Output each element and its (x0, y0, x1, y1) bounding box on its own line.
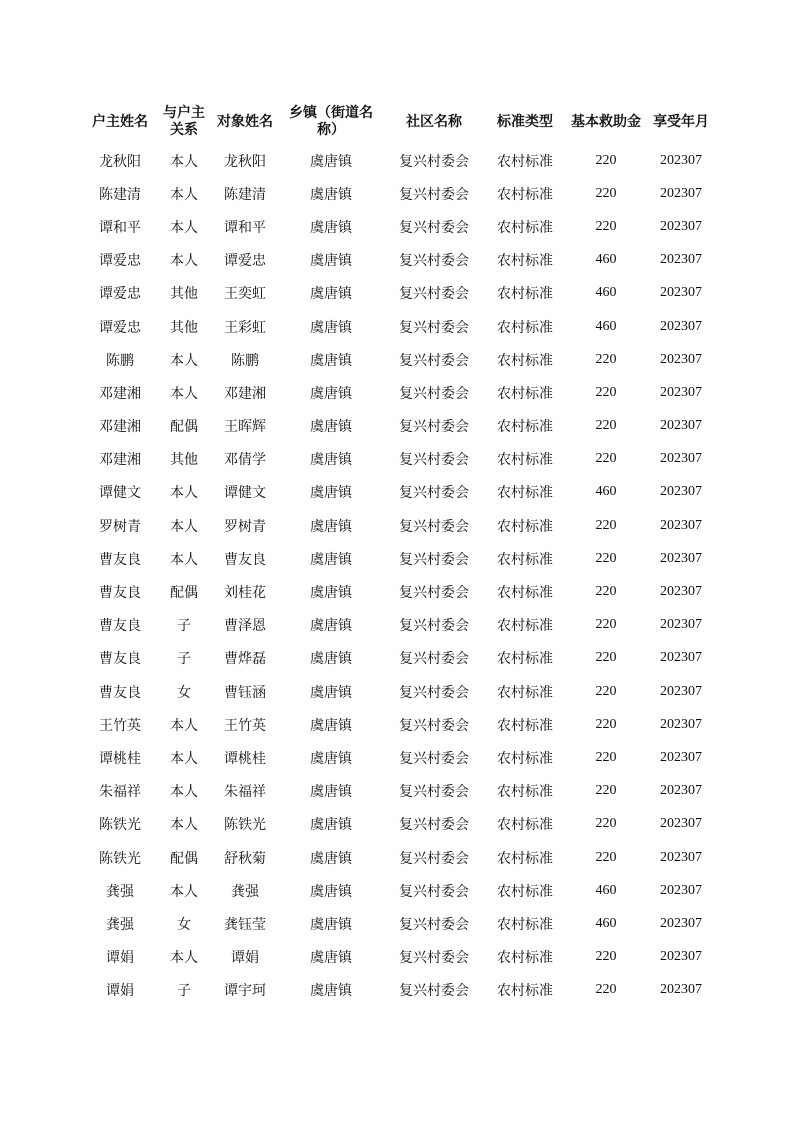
cell-household-name: 朱福祥 (99, 784, 141, 801)
cell-basic-aid: 220 (595, 617, 617, 633)
cell-town: 虞唐镇 (310, 452, 352, 469)
cell-period: 202307 (660, 185, 702, 201)
cell-period: 202307 (660, 351, 702, 367)
cell-period: 202307 (660, 683, 702, 699)
table-row (86, 741, 718, 774)
cell-basic-aid: 460 (595, 915, 617, 931)
table-row (86, 144, 718, 177)
table-row (86, 708, 718, 741)
table-row (86, 410, 718, 443)
table-header-row (86, 100, 718, 144)
cell-relation: 配偶 (170, 585, 198, 602)
cell-subject-name: 曹钰涵 (224, 684, 266, 701)
cell-basic-aid: 460 (595, 882, 617, 898)
cell-town: 虞唐镇 (310, 717, 352, 734)
cell-town: 虞唐镇 (310, 850, 352, 867)
cell-community: 复兴村委会 (399, 319, 469, 336)
cell-town: 虞唐镇 (310, 518, 352, 535)
cell-standard-type: 农村标准 (497, 485, 553, 502)
cell-household-name: 龙秋阳 (99, 153, 141, 170)
cell-basic-aid: 220 (595, 949, 617, 965)
table-row (86, 376, 718, 409)
cell-standard-type: 农村标准 (497, 186, 553, 203)
cell-community: 复兴村委会 (399, 983, 469, 1000)
cell-subject-name: 陈建清 (224, 186, 266, 203)
cell-town: 虞唐镇 (310, 618, 352, 635)
cell-period: 202307 (660, 517, 702, 533)
cell-standard-type: 农村标准 (497, 219, 553, 236)
cell-basic-aid: 460 (595, 285, 617, 301)
cell-basic-aid: 220 (595, 418, 617, 434)
cell-subject-name: 陈铁光 (224, 817, 266, 834)
cell-household-name: 曹友良 (99, 618, 141, 635)
cell-basic-aid: 220 (595, 152, 617, 168)
cell-household-name: 邓建湘 (99, 452, 141, 469)
cell-household-name: 谭娟 (106, 983, 134, 1000)
cell-household-name: 邓建湘 (99, 385, 141, 402)
cell-household-name: 谭爱忠 (99, 319, 141, 336)
cell-basic-aid: 460 (595, 252, 617, 268)
cell-subject-name: 邓倩学 (224, 452, 266, 469)
table-row (86, 177, 718, 210)
table-row (86, 775, 718, 808)
table-row (86, 941, 718, 974)
cell-relation: 子 (177, 651, 191, 668)
cell-period: 202307 (660, 550, 702, 566)
cell-subject-name: 王晖辉 (224, 419, 266, 436)
cell-standard-type: 农村标准 (497, 651, 553, 668)
cell-town: 虞唐镇 (310, 883, 352, 900)
cell-relation: 子 (177, 618, 191, 635)
cell-period: 202307 (660, 418, 702, 434)
header-relation-line2: 关系 (170, 122, 198, 138)
cell-town: 虞唐镇 (310, 253, 352, 270)
cell-household-name: 龚强 (106, 883, 134, 900)
cell-standard-type: 农村标准 (497, 717, 553, 734)
cell-relation: 本人 (170, 551, 198, 568)
cell-period: 202307 (660, 716, 702, 732)
table-row (86, 675, 718, 708)
table-row (86, 542, 718, 575)
cell-relation: 本人 (170, 784, 198, 801)
cell-standard-type: 农村标准 (497, 452, 553, 469)
cell-period: 202307 (660, 849, 702, 865)
cell-subject-name: 曹泽恩 (224, 618, 266, 635)
cell-subject-name: 舒秋菊 (224, 850, 266, 867)
cell-basic-aid: 460 (595, 318, 617, 334)
cell-standard-type: 农村标准 (497, 352, 553, 369)
cell-relation: 其他 (170, 286, 198, 303)
cell-basic-aid: 220 (595, 849, 617, 865)
cell-subject-name: 邓建湘 (224, 385, 266, 402)
cell-standard-type: 农村标准 (497, 153, 553, 170)
cell-basic-aid: 220 (595, 783, 617, 799)
cell-standard-type: 农村标准 (497, 883, 553, 900)
cell-community: 复兴村委会 (399, 585, 469, 602)
table-row (86, 907, 718, 940)
cell-subject-name: 王奕虹 (224, 286, 266, 303)
cell-town: 虞唐镇 (310, 651, 352, 668)
cell-basic-aid: 220 (595, 351, 617, 367)
cell-standard-type: 农村标准 (497, 286, 553, 303)
cell-household-name: 谭爱忠 (99, 286, 141, 303)
cell-period: 202307 (660, 285, 702, 301)
cell-relation: 本人 (170, 219, 198, 236)
cell-subject-name: 曹烨磊 (224, 651, 266, 668)
cell-period: 202307 (660, 949, 702, 965)
cell-community: 复兴村委会 (399, 950, 469, 967)
cell-town: 虞唐镇 (310, 916, 352, 933)
cell-subject-name: 王彩虹 (224, 319, 266, 336)
cell-community: 复兴村委会 (399, 883, 469, 900)
cell-town: 虞唐镇 (310, 817, 352, 834)
cell-household-name: 陈铁光 (99, 850, 141, 867)
cell-period: 202307 (660, 749, 702, 765)
cell-town: 虞唐镇 (310, 784, 352, 801)
cell-relation: 配偶 (170, 419, 198, 436)
cell-household-name: 陈鹏 (106, 352, 134, 369)
cell-household-name: 王竹英 (99, 717, 141, 734)
cell-period: 202307 (660, 152, 702, 168)
cell-standard-type: 农村标准 (497, 916, 553, 933)
cell-community: 复兴村委会 (399, 717, 469, 734)
cell-town: 虞唐镇 (310, 419, 352, 436)
header-relation-line1: 与户主 (163, 105, 205, 121)
cell-standard-type: 农村标准 (497, 750, 553, 767)
cell-relation: 子 (177, 983, 191, 1000)
aid-roster-table (86, 100, 718, 1007)
cell-community: 复兴村委会 (399, 385, 469, 402)
cell-town: 虞唐镇 (310, 551, 352, 568)
cell-relation: 其他 (170, 319, 198, 336)
cell-household-name: 陈建清 (99, 186, 141, 203)
cell-community: 复兴村委会 (399, 419, 469, 436)
cell-household-name: 陈铁光 (99, 817, 141, 834)
table-row (86, 841, 718, 874)
cell-subject-name: 谭娟 (231, 950, 259, 967)
table-body (86, 144, 718, 1007)
cell-standard-type: 农村标准 (497, 585, 553, 602)
table-row (86, 974, 718, 1007)
cell-basic-aid: 220 (595, 517, 617, 533)
cell-town: 虞唐镇 (310, 319, 352, 336)
table-row (86, 443, 718, 476)
header-relation (154, 100, 214, 144)
cell-standard-type: 农村标准 (497, 983, 553, 1000)
cell-town: 虞唐镇 (310, 153, 352, 170)
cell-standard-type: 农村标准 (497, 784, 553, 801)
cell-basic-aid: 460 (595, 484, 617, 500)
cell-town: 虞唐镇 (310, 585, 352, 602)
cell-subject-name: 谭爱忠 (224, 253, 266, 270)
cell-community: 复兴村委会 (399, 551, 469, 568)
header-town-line1: 乡镇（街道名 (289, 105, 373, 121)
cell-subject-name: 谭和平 (224, 219, 266, 236)
header-household-name: 户主姓名 (92, 113, 148, 130)
cell-household-name: 龚强 (106, 916, 134, 933)
cell-town: 虞唐镇 (310, 750, 352, 767)
cell-standard-type: 农村标准 (497, 419, 553, 436)
cell-basic-aid: 220 (595, 550, 617, 566)
cell-relation: 本人 (170, 485, 198, 502)
cell-community: 复兴村委会 (399, 850, 469, 867)
cell-town: 虞唐镇 (310, 186, 352, 203)
table-row (86, 310, 718, 343)
cell-household-name: 罗树青 (99, 518, 141, 535)
cell-standard-type: 农村标准 (497, 319, 553, 336)
cell-standard-type: 农村标准 (497, 817, 553, 834)
cell-subject-name: 曹友良 (224, 551, 266, 568)
cell-basic-aid: 220 (595, 716, 617, 732)
cell-community: 复兴村委会 (399, 817, 469, 834)
cell-relation: 配偶 (170, 850, 198, 867)
cell-household-name: 谭爱忠 (99, 253, 141, 270)
cell-household-name: 曹友良 (99, 585, 141, 602)
cell-town: 虞唐镇 (310, 983, 352, 1000)
cell-household-name: 曹友良 (99, 551, 141, 568)
cell-community: 复兴村委会 (399, 784, 469, 801)
cell-community: 复兴村委会 (399, 916, 469, 933)
cell-community: 复兴村委会 (399, 352, 469, 369)
cell-subject-name: 龚强 (231, 883, 259, 900)
cell-standard-type: 农村标准 (497, 518, 553, 535)
cell-basic-aid: 220 (595, 683, 617, 699)
table-row (86, 277, 718, 310)
table-row (86, 343, 718, 376)
header-basic-aid: 基本救助金 (571, 113, 641, 130)
cell-relation: 本人 (170, 950, 198, 967)
cell-period: 202307 (660, 384, 702, 400)
cell-basic-aid: 220 (595, 650, 617, 666)
cell-standard-type: 农村标准 (497, 551, 553, 568)
cell-community: 复兴村委会 (399, 253, 469, 270)
cell-basic-aid: 220 (595, 749, 617, 765)
cell-period: 202307 (660, 915, 702, 931)
cell-subject-name: 谭桃桂 (224, 750, 266, 767)
cell-period: 202307 (660, 484, 702, 500)
cell-relation: 本人 (170, 186, 198, 203)
cell-basic-aid: 220 (595, 982, 617, 998)
cell-period: 202307 (660, 318, 702, 334)
cell-subject-name: 龙秋阳 (224, 153, 266, 170)
header-community: 社区名称 (406, 113, 462, 130)
cell-standard-type: 农村标准 (497, 385, 553, 402)
cell-period: 202307 (660, 783, 702, 799)
cell-period: 202307 (660, 816, 702, 832)
cell-subject-name: 陈鹏 (231, 352, 259, 369)
cell-relation: 本人 (170, 817, 198, 834)
table-row (86, 808, 718, 841)
table-row (86, 874, 718, 907)
cell-community: 复兴村委会 (399, 518, 469, 535)
cell-relation: 本人 (170, 352, 198, 369)
cell-subject-name: 刘桂花 (224, 585, 266, 602)
cell-standard-type: 农村标准 (497, 950, 553, 967)
cell-town: 虞唐镇 (310, 950, 352, 967)
cell-relation: 本人 (170, 153, 198, 170)
table-row (86, 575, 718, 608)
cell-community: 复兴村委会 (399, 186, 469, 203)
cell-community: 复兴村委会 (399, 219, 469, 236)
cell-relation: 其他 (170, 452, 198, 469)
cell-period: 202307 (660, 882, 702, 898)
cell-relation: 女 (177, 916, 191, 933)
table-row (86, 642, 718, 675)
header-period: 享受年月 (653, 113, 709, 130)
cell-relation: 本人 (170, 385, 198, 402)
header-standard-type: 标准类型 (497, 113, 553, 130)
cell-community: 复兴村委会 (399, 485, 469, 502)
cell-household-name: 谭和平 (99, 219, 141, 236)
cell-subject-name: 罗树青 (224, 518, 266, 535)
cell-community: 复兴村委会 (399, 286, 469, 303)
cell-subject-name: 朱福祥 (224, 784, 266, 801)
cell-community: 复兴村委会 (399, 750, 469, 767)
cell-basic-aid: 220 (595, 584, 617, 600)
cell-community: 复兴村委会 (399, 153, 469, 170)
cell-period: 202307 (660, 982, 702, 998)
cell-basic-aid: 220 (595, 218, 617, 234)
cell-household-name: 谭健文 (99, 485, 141, 502)
cell-period: 202307 (660, 252, 702, 268)
table-row (86, 509, 718, 542)
cell-relation: 本人 (170, 717, 198, 734)
cell-town: 虞唐镇 (310, 352, 352, 369)
cell-subject-name: 谭宇珂 (224, 983, 266, 1000)
cell-relation: 本人 (170, 883, 198, 900)
cell-town: 虞唐镇 (310, 385, 352, 402)
cell-household-name: 谭娟 (106, 950, 134, 967)
header-town-line2: 称） (317, 122, 345, 138)
cell-relation: 本人 (170, 750, 198, 767)
cell-standard-type: 农村标准 (497, 618, 553, 635)
cell-town: 虞唐镇 (310, 485, 352, 502)
cell-relation: 本人 (170, 253, 198, 270)
cell-community: 复兴村委会 (399, 452, 469, 469)
table-row (86, 244, 718, 277)
cell-community: 复兴村委会 (399, 618, 469, 635)
cell-basic-aid: 220 (595, 816, 617, 832)
cell-relation: 女 (177, 684, 191, 701)
cell-standard-type: 农村标准 (497, 253, 553, 270)
cell-period: 202307 (660, 218, 702, 234)
table-row (86, 210, 718, 243)
cell-household-name: 谭桃桂 (99, 750, 141, 767)
cell-household-name: 曹友良 (99, 684, 141, 701)
cell-town: 虞唐镇 (310, 286, 352, 303)
cell-period: 202307 (660, 584, 702, 600)
header-town (276, 100, 386, 144)
cell-relation: 本人 (170, 518, 198, 535)
cell-period: 202307 (660, 451, 702, 467)
cell-subject-name: 龚钰莹 (224, 916, 266, 933)
cell-standard-type: 农村标准 (497, 684, 553, 701)
cell-standard-type: 农村标准 (497, 850, 553, 867)
cell-subject-name: 谭健文 (224, 485, 266, 502)
cell-basic-aid: 220 (595, 384, 617, 400)
cell-community: 复兴村委会 (399, 684, 469, 701)
cell-community: 复兴村委会 (399, 651, 469, 668)
cell-basic-aid: 220 (595, 185, 617, 201)
cell-household-name: 曹友良 (99, 651, 141, 668)
cell-subject-name: 王竹英 (224, 717, 266, 734)
cell-basic-aid: 220 (595, 451, 617, 467)
header-subject-name: 对象姓名 (217, 113, 273, 130)
cell-town: 虞唐镇 (310, 684, 352, 701)
cell-household-name: 邓建湘 (99, 419, 141, 436)
cell-town: 虞唐镇 (310, 219, 352, 236)
cell-period: 202307 (660, 617, 702, 633)
table-row (86, 609, 718, 642)
cell-period: 202307 (660, 650, 702, 666)
table-row (86, 476, 718, 509)
